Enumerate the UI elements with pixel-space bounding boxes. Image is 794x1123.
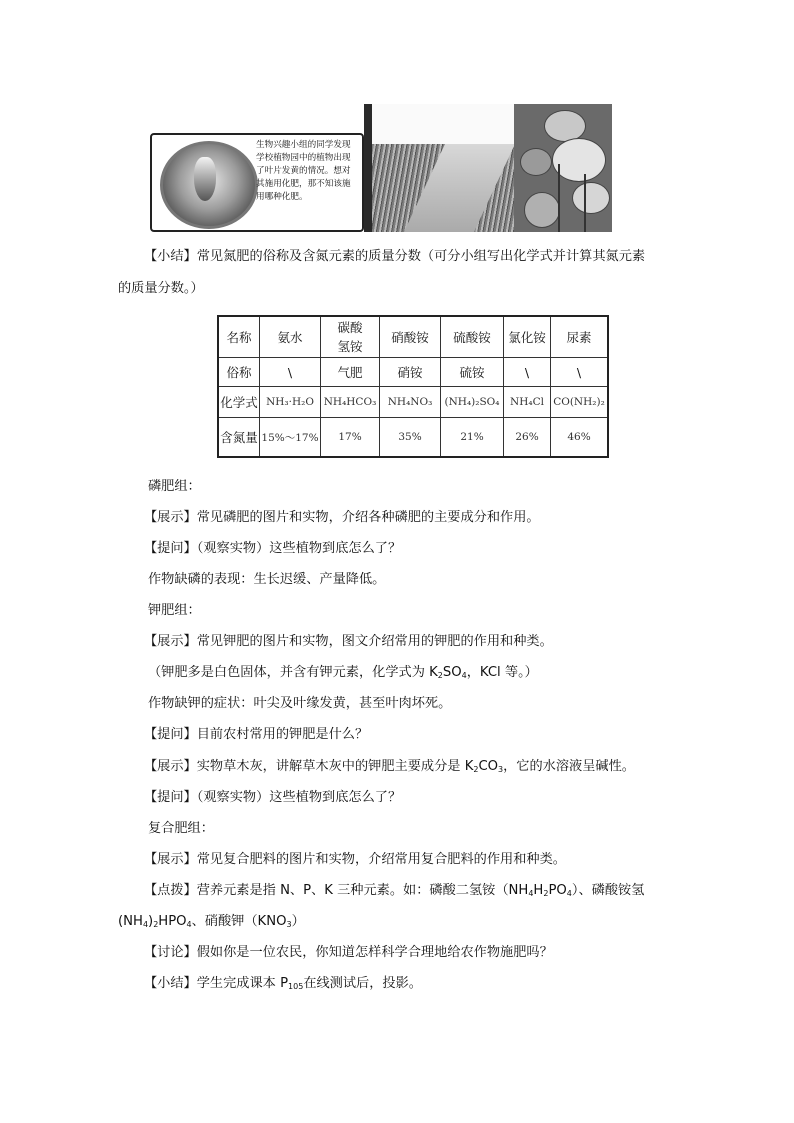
compound-discuss: 【讨论】假如你是一位农民，你知道怎样科学合理地给农作物施肥吗？ <box>144 945 553 960</box>
summary-nitrogen-line1: 【小结】常见氮肥的俗称及含氮元素的质量分数（可分小组写出化学式并计算其氮元素 <box>144 249 646 264</box>
table-header-row <box>218 316 608 358</box>
table-cell: 硫铵 <box>441 358 504 387</box>
table-header-cell: 硝酸铵 <box>380 316 441 358</box>
photo-wheat-field <box>364 104 514 232</box>
compound-summary: 【小结】学生完成课本 $P_{105}$在线测试后，投影。 <box>144 976 422 991</box>
compound-show: 【展示】常见复合肥料的图片和实物，介绍常用复合肥料的作用和种类。 <box>144 852 566 867</box>
table-row-label: 化学式 <box>218 387 260 418</box>
compound-hint-line1: 【点拨】营养元素是指 N、P、K 三种元素。如：磷酸二氢铵$(NH_4H_2PO_4)$、磷酸铵氢 <box>144 883 645 898</box>
potash-ask2: 【提问】（观察实物）这些植物到底怎么了？ <box>144 790 402 805</box>
compound-hint-line2: $(NH_4)_2HPO_4$、硝酸钾$(KNO_3)$ <box>118 914 305 929</box>
photo-orchid-caption <box>150 133 364 232</box>
potash-symptom: 作物缺钾的症状：叶尖及叶缘发黄，甚至叶肉坏死。 <box>148 696 452 711</box>
table-cell: \ <box>260 358 321 387</box>
table-cell: 46% <box>551 418 609 458</box>
table-header-cell: 氨水 <box>260 316 321 358</box>
image-caption: 生物兴趣小组的同学发现学校植物园中的植物出现了叶片发黄的情况。想对其施用化肥，那不知该施用哪种化肥。 <box>256 140 351 202</box>
potash-note: （钾肥多是白色固体，并含有钾元素，化学式为 $K_2SO_4$，KCl 等。） <box>148 665 538 680</box>
table-row <box>218 418 608 458</box>
summary-nitrogen-line2: 的质量分数。） <box>118 281 204 296</box>
table-cell: \ <box>504 358 551 387</box>
potash-ask1: 【提问】目前农村常用的钾肥是什么？ <box>144 727 369 742</box>
table-row <box>218 358 608 387</box>
phosphate-show: 【展示】常见磷肥的图片和实物，介绍各种磷肥的主要成分和作用。 <box>144 510 540 525</box>
table-row <box>218 387 608 418</box>
table-cell: 17% <box>321 418 380 458</box>
table-cell: CO(NH₂)₂ <box>551 387 609 418</box>
potash-show: 【展示】常见钾肥的图片和实物，图文介绍常用的钾肥的作用和种类。 <box>144 634 553 649</box>
table-cell: NH₄NO₃ <box>380 387 441 418</box>
table-header-cell: 名称 <box>218 316 260 358</box>
table-header-cell: 氯化铵 <box>504 316 551 358</box>
phosphate-group-heading: 磷肥组： <box>148 479 201 494</box>
table-cell: 35% <box>380 418 441 458</box>
table-cell: 15%～17% <box>260 418 321 458</box>
table-cell: NH₄Cl <box>504 387 551 418</box>
table-row-label: 含氮量 <box>218 418 260 458</box>
phosphate-symptom: 作物缺磷的表现：生长迟缓、产量降低。 <box>148 572 386 587</box>
table-header-cell: 尿素 <box>551 316 609 358</box>
table-header-cell: 碳酸氢铵 <box>321 316 380 358</box>
photo-yellow-leaves <box>514 104 612 232</box>
nitrogen-fertilizer-table <box>217 315 609 458</box>
phosphate-ask: 【提问】（观察实物）这些植物到底怎么了？ <box>144 541 402 556</box>
table-cell: 26% <box>504 418 551 458</box>
table-cell: 硝铵 <box>380 358 441 387</box>
table-cell: 21% <box>441 418 504 458</box>
table-header-cell: 硫酸铵 <box>441 316 504 358</box>
potash-group-heading: 钾肥组： <box>148 603 201 618</box>
orchid-flower <box>194 157 216 201</box>
table-cell: NH₄HCO₃ <box>321 387 380 418</box>
table-cell: (NH₄)₂SO₄ <box>441 387 504 418</box>
table-cell: \ <box>551 358 609 387</box>
potash-show2: 【展示】实物草木灰，讲解草木灰中的钾肥主要成分是 $K_2CO_3$，它的水溶液呈碱性。 <box>144 759 635 774</box>
compound-group-heading: 复合肥组： <box>148 821 214 836</box>
table-row-label: 俗称 <box>218 358 260 387</box>
table-cell: 气肥 <box>321 358 380 387</box>
table-cell: NH₃·H₂O <box>260 387 321 418</box>
